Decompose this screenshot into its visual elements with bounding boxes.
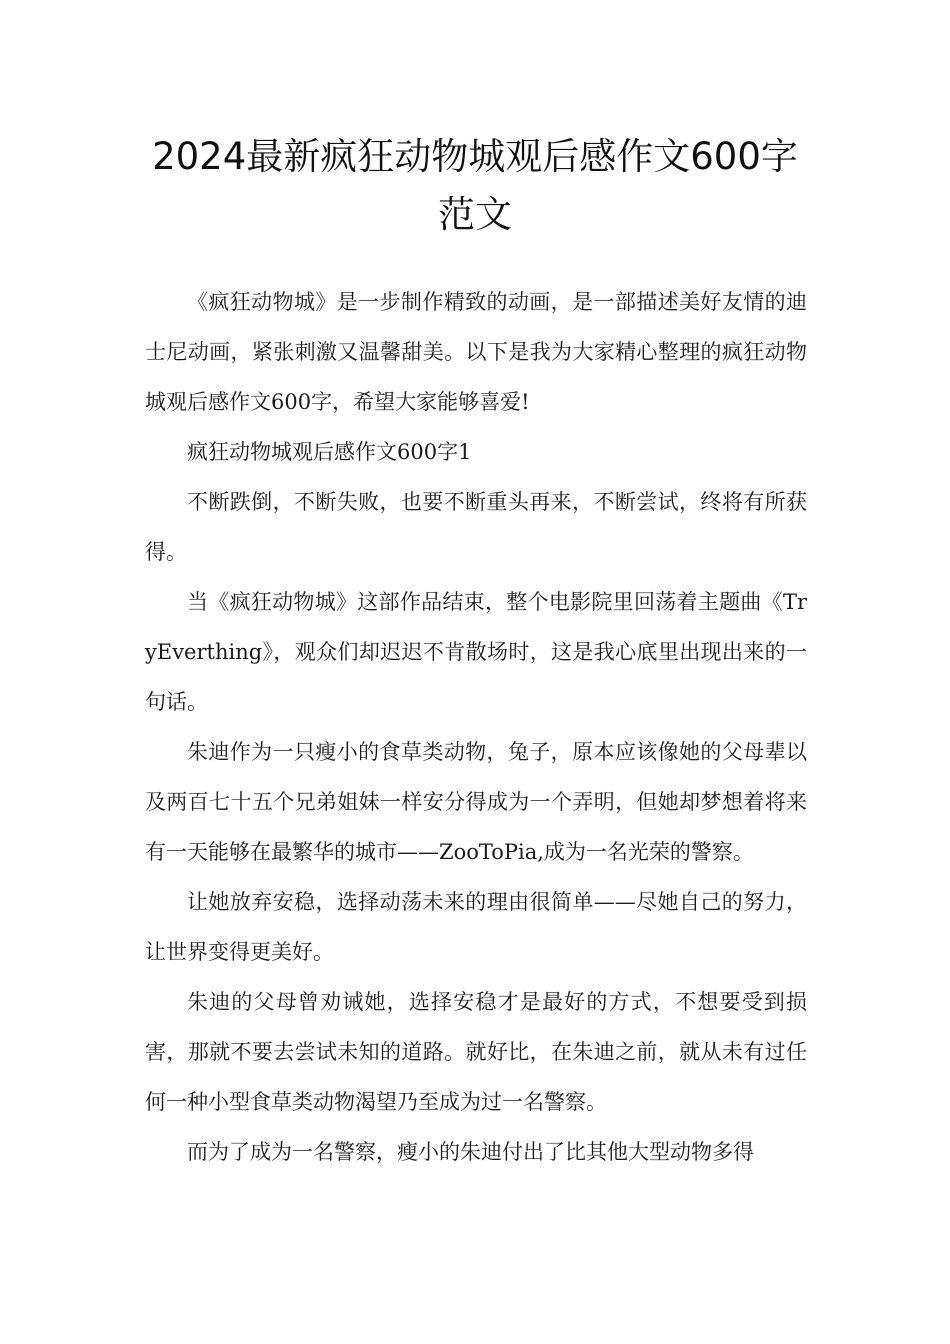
paragraph-3: 朱迪作为一只瘦小的食草类动物，兔子，原本应该像她的父母辈以及两百七十五个兄弟姐妹一样安分得成为一个弄明，但她却梦想着将来有一天能够在最繁华的城市——ZooToPia,成为一名光荣的警察。 xyxy=(145,740,807,864)
paragraph-4: 让她放弃安稳，选择动荡未来的理由很简单——尽她自己的努力，让世界变得更美好。 xyxy=(145,890,807,964)
document-title xyxy=(120,128,830,244)
title-line-1: 2024最新疯狂动物城观后感作文600字 xyxy=(152,135,798,178)
document-body xyxy=(145,277,807,1177)
paragraph-1: 不断跌倒，不断失败，也要不断重头再来，不断尝试，终将有所获得。 xyxy=(145,490,807,564)
title-line-2: 范文 xyxy=(438,193,512,236)
paragraph-2: 当《疯狂动物城》这部作品结束，整个电影院里回荡着主题曲《TryEverthing》，观众们却迟迟不肯散场时，这是我心底里出现出来的一句话。 xyxy=(145,590,807,714)
paragraph-5: 朱迪的父母曾劝诫她，选择安稳才是最好的方式，不想要受到损害，那就不要去尝试未知的道路。就好比，在朱迪之前，就从未有过任何一种小型食草类动物渴望乃至成为过一名警察。 xyxy=(145,990,807,1114)
paragraph-section-heading: 疯狂动物城观后感作文600字1 xyxy=(187,440,472,464)
paragraph-intro: 《疯狂动物城》是一步制作精致的动画，是一部描述美好友情的迪士尼动画，紧张刺激又温馨甜美。以下是我为大家精心整理的疯狂动物城观后感作文600字，希望大家能够喜爱! xyxy=(145,290,807,414)
paragraph-6: 而为了成为一名警察，瘦小的朱迪付出了比其他大型动物多得 xyxy=(187,1140,754,1164)
